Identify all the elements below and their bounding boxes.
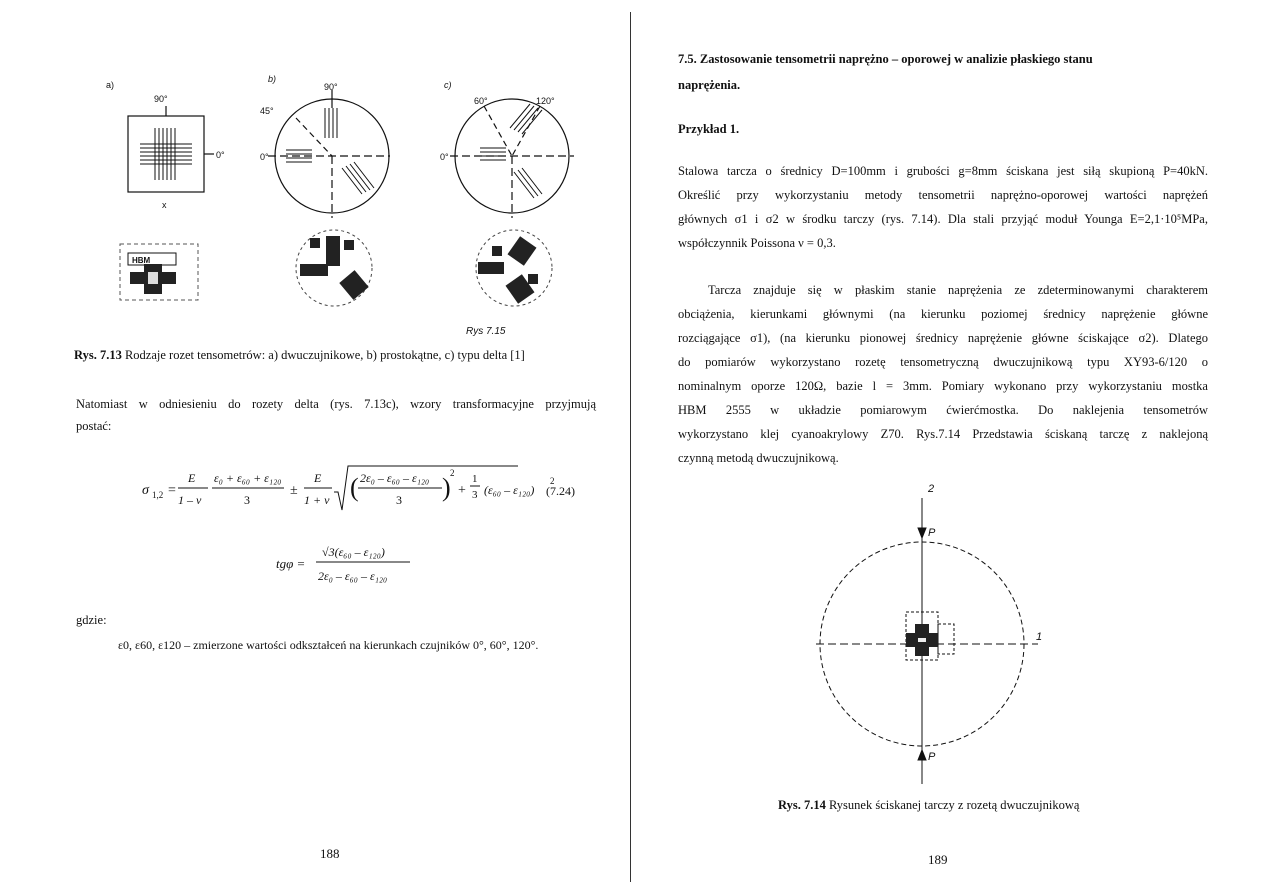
equation-7-24 [138,460,588,520]
figure-7-14-caption [778,798,1079,813]
svg-text:3: 3 [396,493,402,507]
solution-line: wykorzystano klej cyanoakrylowy Z70. Rys.7.14 Przedstawia ściskaną tarczę z naklejoną [678,427,1208,441]
svg-text:2: 2 [450,468,455,478]
problem-line: Stalowa tarcza o średnicy D=100mm i grubości g=8mm ściskana jest siłą skupioną P=40kN. [678,164,1208,178]
svg-text:2ε₀ – ε₆₀ – ε₁₂₀: 2ε₀ – ε₆₀ – ε₁₂₀ [360,471,430,485]
right-page [632,0,1263,893]
page-divider [630,12,631,882]
axis-1-label: 1 [1036,631,1043,643]
caption-number: Rys. 7.14 [778,798,826,812]
rosette-types-figure [100,68,580,348]
problem-line: współczynnik Poissona ν = 0,3. [678,236,836,250]
svg-text:1,2: 1,2 [152,490,164,500]
hbm-label: HBM [132,256,151,265]
svg-text:1 – ν: 1 – ν [178,493,202,507]
svg-text:(ε₆₀ – ε₁₂₀): (ε₆₀ – ε₁₂₀) [484,483,535,497]
svg-text:√3(ε₆₀ – ε₁₂₀): √3(ε₆₀ – ε₁₂₀) [322,545,385,559]
intro-paragraph-line2: postać: [76,419,112,433]
solution-line: HBM 2555 w układzie pomiarowym ćwierćmostka. Do naklejenia tensometrów [678,403,1208,417]
problem-paragraph [678,159,1208,255]
angle-0-c: 0° [440,152,449,162]
svg-text:σ: σ [142,483,149,498]
solution-line: nominalnym oporze 120Ω, bazie l = 3mm. Pomiary wykonano przy wykorzystaniu mostka [678,379,1208,393]
caption-text: Rysunek ściskanej tarczy z rozetą dwuczujnikową [828,798,1080,812]
intro-paragraph-line1: Natomiast w odniesieniu do rozety delta (rys. 7.13c), wzory transformacyjne przyjmują [76,397,596,411]
label-c: c) [444,80,452,90]
rosette-a-photo [120,244,198,300]
svg-text:2ε₀ – ε₆₀ – ε₁₂₀: 2ε₀ – ε₆₀ – ε₁₂₀ [318,569,388,583]
angle-60-c: 60° [474,96,488,106]
force-top-label: P [928,527,936,539]
axis-x: x [162,200,167,210]
force-arrow-bottom [918,750,926,760]
svg-text:ε₀ + ε₆₀ + ε₁₂₀: ε₀ + ε₆₀ + ε₁₂₀ [214,471,282,485]
svg-text:3: 3 [244,493,250,507]
solution-line: rozciągające σ1), (na kierunku pionowej średnicy naprężenie główne ściskające σ2). Dlatego [678,331,1208,345]
page-number-189: 189 [928,852,948,867]
solution-line: do pomiarów wykorzystano rozetę tensometryczną dwuczujnikową typu XY93-6/120 o [678,355,1208,369]
rosette-b-photo [296,230,372,306]
compressed-disc-figure [812,480,1072,790]
axis-2-label: 2 [928,483,935,495]
svg-text:(: ( [350,473,359,502]
left-page [0,0,630,893]
label-a: a) [106,80,115,90]
force-arrow-top [918,528,926,538]
equation-tg-phi [272,536,422,592]
angle-45-b: 45° [260,106,274,116]
angle-90-a: 90° [154,94,168,104]
angle-120-c: 120° [536,96,555,106]
force-bottom-label: P [928,751,936,763]
label-b: b) [268,74,277,84]
angle-0-a: 0° [216,150,225,160]
svg-text:1: 1 [472,473,478,485]
solution-paragraph [678,278,1208,470]
problem-line: Określić przy wykorzystaniu metody tensometrii naprężno-oporowej wartości naprężeń [678,188,1208,202]
caption-number: Rys. 7.13 [74,348,122,362]
rosette-a-square [128,116,204,192]
section-heading-line1: 7.5. Zastosowanie tensometrii naprężno – oporowej w analizie płaskiego stanu [678,52,1093,66]
solution-line: Tarcza znajduje się w płaskim stanie naprężenia ze zdeterminowanymi charakterem [708,283,1208,297]
angle-0-b: 0° [260,152,269,162]
equation-number: (7.24) [546,484,575,498]
solution-line: obciążenia, kierunkami głównymi (na kierunku poziomej średnicy naprężenie główne [678,307,1208,321]
svg-text:1 + ν: 1 + ν [304,493,330,507]
caption-text: Rodzaje rozet tensometrów: a) dwuczujnikowe, b) prostokątne, c) typu delta [1] [124,348,525,362]
page-number-188: 188 [320,846,340,861]
svg-text:tgφ =: tgφ = [276,556,306,571]
problem-line: głównych σ1 i σ2 w środku tarczy (rys. 7.14). Dla stali przyjąć moduł Younga E=2,1·10⁵MPa, [678,212,1208,226]
svg-text:2: 2 [550,476,555,486]
section-heading-line2: naprężenia. [678,78,741,92]
rosette-on-disc [906,624,938,656]
svg-text:): ) [442,473,451,502]
svg-text:3: 3 [472,489,478,501]
svg-text:E: E [314,471,322,485]
svg-text:E: E [188,471,196,485]
solution-line: czynną metodą dwuczujnikową. [678,451,839,465]
where-text: ε0, ε60, ε120 – zmierzone wartości odkształceń na kierunkach czujników 0°, 60°, 120°. [118,638,539,652]
svg-text:+: + [458,483,466,498]
handwritten-ref: Rys 7.15 [466,326,506,337]
svg-text:±: ± [290,483,298,498]
example-title: Przykład 1. [678,122,740,136]
angle-90-b: 90° [324,82,338,92]
svg-text:=: = [168,483,176,498]
rosette-c-photo [476,230,552,306]
where-label: gdzie: [76,613,107,627]
figure-7-13-caption [74,348,525,363]
